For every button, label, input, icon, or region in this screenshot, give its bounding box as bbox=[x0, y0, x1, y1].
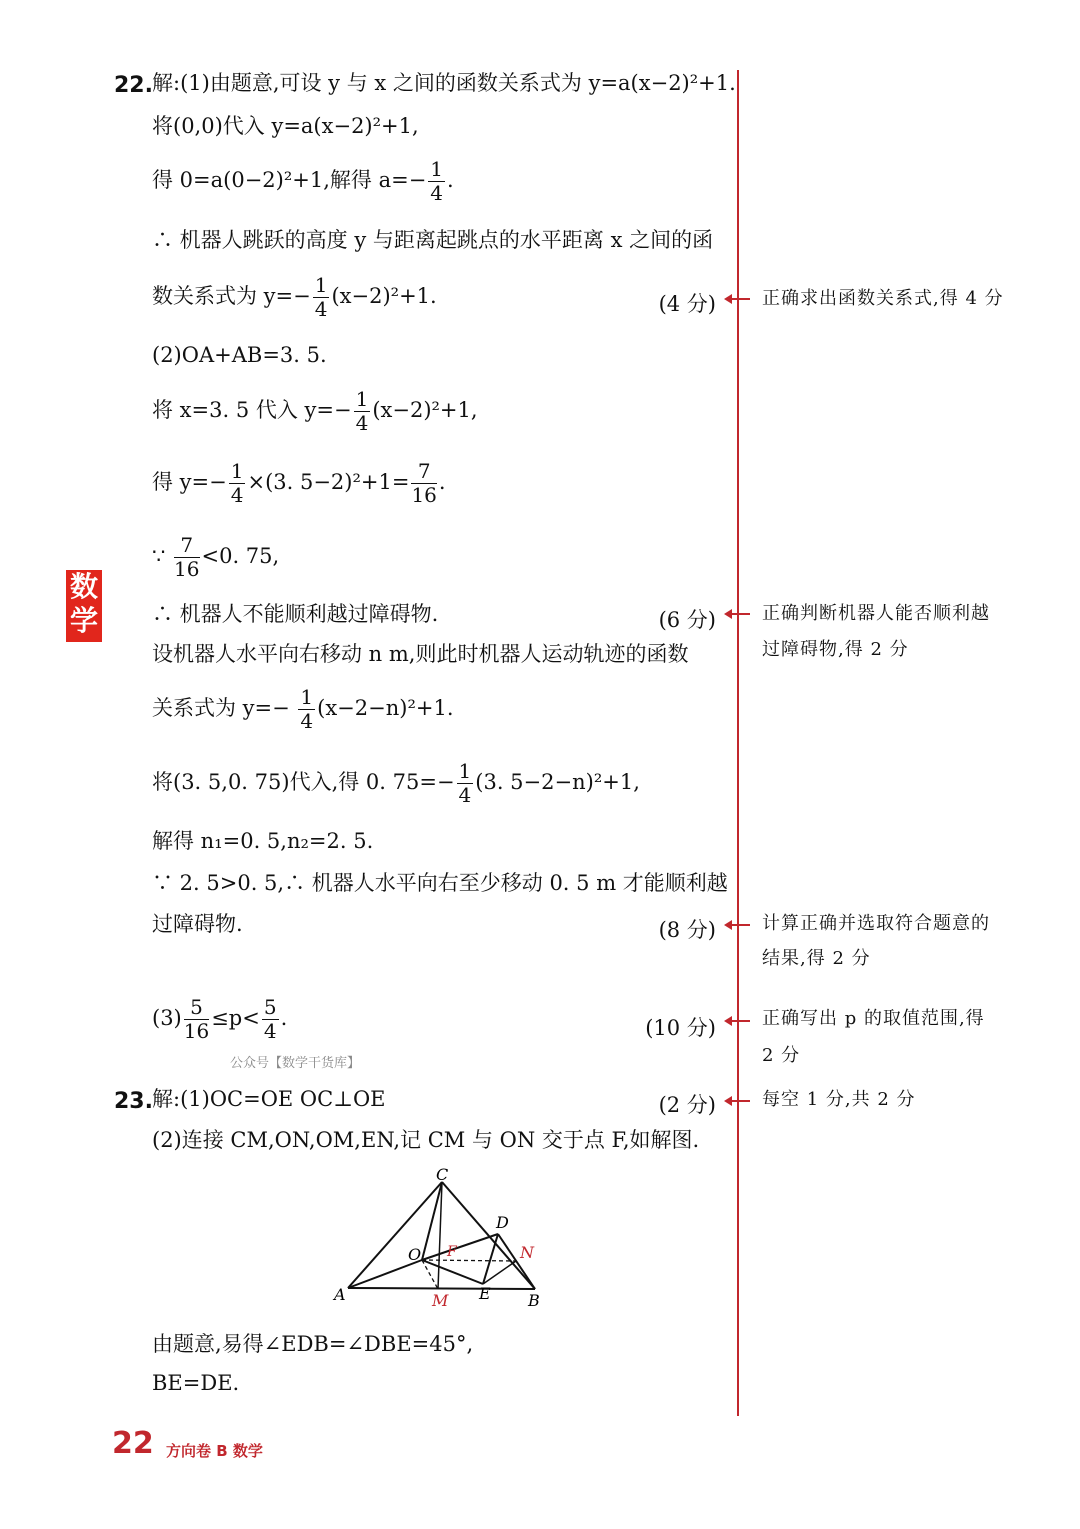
text: ∵ bbox=[152, 544, 173, 568]
score-10: (10 分) bbox=[645, 1016, 716, 1040]
q22-line-8 bbox=[152, 460, 446, 507]
text: 得 0=a(0−2)²+1,解得 a=− bbox=[152, 168, 427, 192]
margin-note-1: 正确求出函数关系式,得 4 分 bbox=[762, 288, 1004, 309]
text: (x−2)²+1. bbox=[331, 284, 437, 308]
q22-line-6: (2)OA+AB=3. 5. bbox=[152, 343, 327, 367]
text: <0. 75, bbox=[201, 544, 280, 568]
text: 将 x=3. 5 代入 y=− bbox=[152, 398, 352, 422]
denominator: 4 bbox=[300, 709, 314, 733]
geometry-figure bbox=[330, 1168, 560, 1313]
fraction bbox=[457, 760, 474, 807]
fraction bbox=[411, 460, 436, 507]
q22-line-17 bbox=[152, 996, 287, 1043]
note-pointer bbox=[728, 1100, 750, 1102]
text: (3) bbox=[152, 1006, 182, 1030]
q22-line-12 bbox=[152, 686, 454, 733]
q22-line-5 bbox=[152, 274, 437, 321]
question-22-number: 22. bbox=[114, 73, 153, 98]
margin-note-3a: 计算正确并选取符合题意的 bbox=[762, 913, 990, 934]
label-f: F bbox=[447, 1244, 457, 1260]
q22-line-3 bbox=[152, 158, 454, 205]
label-e: E bbox=[479, 1284, 491, 1303]
footer-title: 方向卷 B 数学 bbox=[166, 1442, 263, 1460]
note-pointer bbox=[728, 613, 750, 615]
q22-line-14: 解得 n₁=0. 5,n₂=2. 5. bbox=[152, 829, 374, 853]
text: 关系式为 y=− bbox=[152, 696, 297, 720]
q22-line-4: ∴ 机器人跳跃的高度 y 与距离起跳点的水平距离 x 之间的函 bbox=[152, 228, 714, 252]
denominator: 16 bbox=[174, 557, 200, 581]
q22-line-10: ∴ 机器人不能顺利越过障碍物. bbox=[152, 602, 439, 626]
q23-line-4: BE=DE. bbox=[152, 1371, 240, 1395]
denominator: 4 bbox=[355, 411, 369, 435]
q22-line-16: 过障碍物. bbox=[152, 912, 243, 936]
fraction bbox=[174, 534, 199, 581]
q22-line-1: 解:(1)由题意,可设 y 与 x 之间的函数关系式为 y=a(x−2)²+1. bbox=[152, 71, 736, 95]
q22-line-2: 将(0,0)代入 y=a(x−2)²+1, bbox=[152, 114, 419, 138]
margin-note-4b: 2 分 bbox=[762, 1045, 801, 1066]
fraction bbox=[262, 996, 279, 1043]
page-number: 22 bbox=[112, 1426, 154, 1461]
numerator: 1 bbox=[314, 273, 328, 297]
score-4: (4 分) bbox=[658, 292, 716, 316]
denominator: 16 bbox=[411, 483, 437, 507]
label-a: A bbox=[334, 1285, 346, 1304]
label-o: O bbox=[408, 1245, 422, 1264]
q22-line-9 bbox=[152, 534, 279, 581]
denominator: 4 bbox=[314, 297, 328, 321]
text: (x−2)²+1, bbox=[372, 398, 478, 422]
q22-line-15: ∵ 2. 5>0. 5,∴ 机器人水平向右至少移动 0. 5 m 才能顺利越 bbox=[152, 871, 728, 895]
fraction bbox=[229, 460, 246, 507]
denominator: 4 bbox=[263, 1019, 277, 1043]
question-23-number: 23. bbox=[114, 1089, 153, 1114]
text: (3. 5−2−n)²+1, bbox=[475, 770, 640, 794]
text: 数关系式为 y=− bbox=[152, 284, 311, 308]
margin-note-2b: 过障碍物,得 2 分 bbox=[762, 639, 909, 660]
label-b: B bbox=[528, 1291, 540, 1310]
label-m: M bbox=[432, 1291, 449, 1310]
numerator: 1 bbox=[300, 685, 314, 709]
numerator: 5 bbox=[263, 995, 277, 1019]
segment-on bbox=[422, 1260, 516, 1261]
q23-line-2: (2)连接 CM,ON,OM,EN,记 CM 与 ON 交于点 F,如解图. bbox=[152, 1128, 700, 1152]
fraction bbox=[184, 996, 209, 1043]
note-pointer bbox=[728, 924, 750, 926]
margin-rule bbox=[737, 70, 739, 1416]
label-n: N bbox=[520, 1243, 534, 1262]
numerator: 1 bbox=[355, 387, 369, 411]
note-pointer bbox=[728, 298, 750, 300]
subject-tab: 数学 bbox=[66, 570, 102, 642]
segment-od bbox=[422, 1234, 498, 1260]
text: ×(3. 5−2)²+1= bbox=[247, 470, 410, 494]
numerator: 5 bbox=[184, 996, 209, 1020]
denominator: 4 bbox=[458, 783, 472, 807]
margin-note-5: 每空 1 分,共 2 分 bbox=[762, 1089, 916, 1110]
numerator: 1 bbox=[430, 157, 444, 181]
q22-line-7 bbox=[152, 388, 478, 435]
margin-note-2a: 正确判断机器人能否顺利越 bbox=[762, 603, 990, 624]
margin-note-3b: 结果,得 2 分 bbox=[762, 948, 871, 969]
fraction bbox=[298, 686, 315, 733]
numerator: 7 bbox=[411, 460, 436, 484]
numerator: 7 bbox=[174, 534, 199, 558]
text: ≤p< bbox=[211, 1006, 260, 1030]
q23-line-1: 解:(1)OC=OE OC⊥OE bbox=[152, 1087, 386, 1111]
fraction bbox=[313, 274, 330, 321]
text: 将(3. 5,0. 75)代入,得 0. 75=− bbox=[152, 770, 455, 794]
segment-oe bbox=[422, 1260, 483, 1284]
watermark: 公众号【数学干货库】 bbox=[230, 1056, 361, 1071]
segment-de bbox=[483, 1234, 498, 1284]
fraction bbox=[354, 388, 371, 435]
score-2: (2 分) bbox=[658, 1093, 716, 1117]
text: . bbox=[438, 470, 446, 494]
text: . bbox=[447, 168, 454, 192]
numerator: 1 bbox=[230, 459, 244, 483]
denominator: 4 bbox=[430, 181, 444, 205]
text: 得 y=− bbox=[152, 470, 227, 494]
score-8: (8 分) bbox=[658, 918, 716, 942]
score-6: (6 分) bbox=[658, 608, 716, 632]
numerator: 1 bbox=[458, 759, 472, 783]
denominator: 4 bbox=[230, 483, 244, 507]
q22-line-11: 设机器人水平向右移动 n m,则此时机器人运动轨迹的函数 bbox=[152, 642, 689, 666]
text: (x−2−n)²+1. bbox=[317, 696, 454, 720]
q23-line-3: 由题意,易得∠EDB=∠DBE=45°, bbox=[152, 1332, 474, 1356]
text: . bbox=[280, 1006, 288, 1030]
fraction bbox=[428, 158, 445, 205]
margin-note-4a: 正确写出 p 的取值范围,得 bbox=[762, 1008, 985, 1029]
segment-ab bbox=[348, 1288, 535, 1289]
label-c: C bbox=[436, 1168, 449, 1184]
denominator: 16 bbox=[183, 1019, 210, 1043]
label-d: D bbox=[496, 1213, 509, 1232]
note-pointer bbox=[728, 1020, 750, 1022]
q22-line-13 bbox=[152, 760, 640, 807]
